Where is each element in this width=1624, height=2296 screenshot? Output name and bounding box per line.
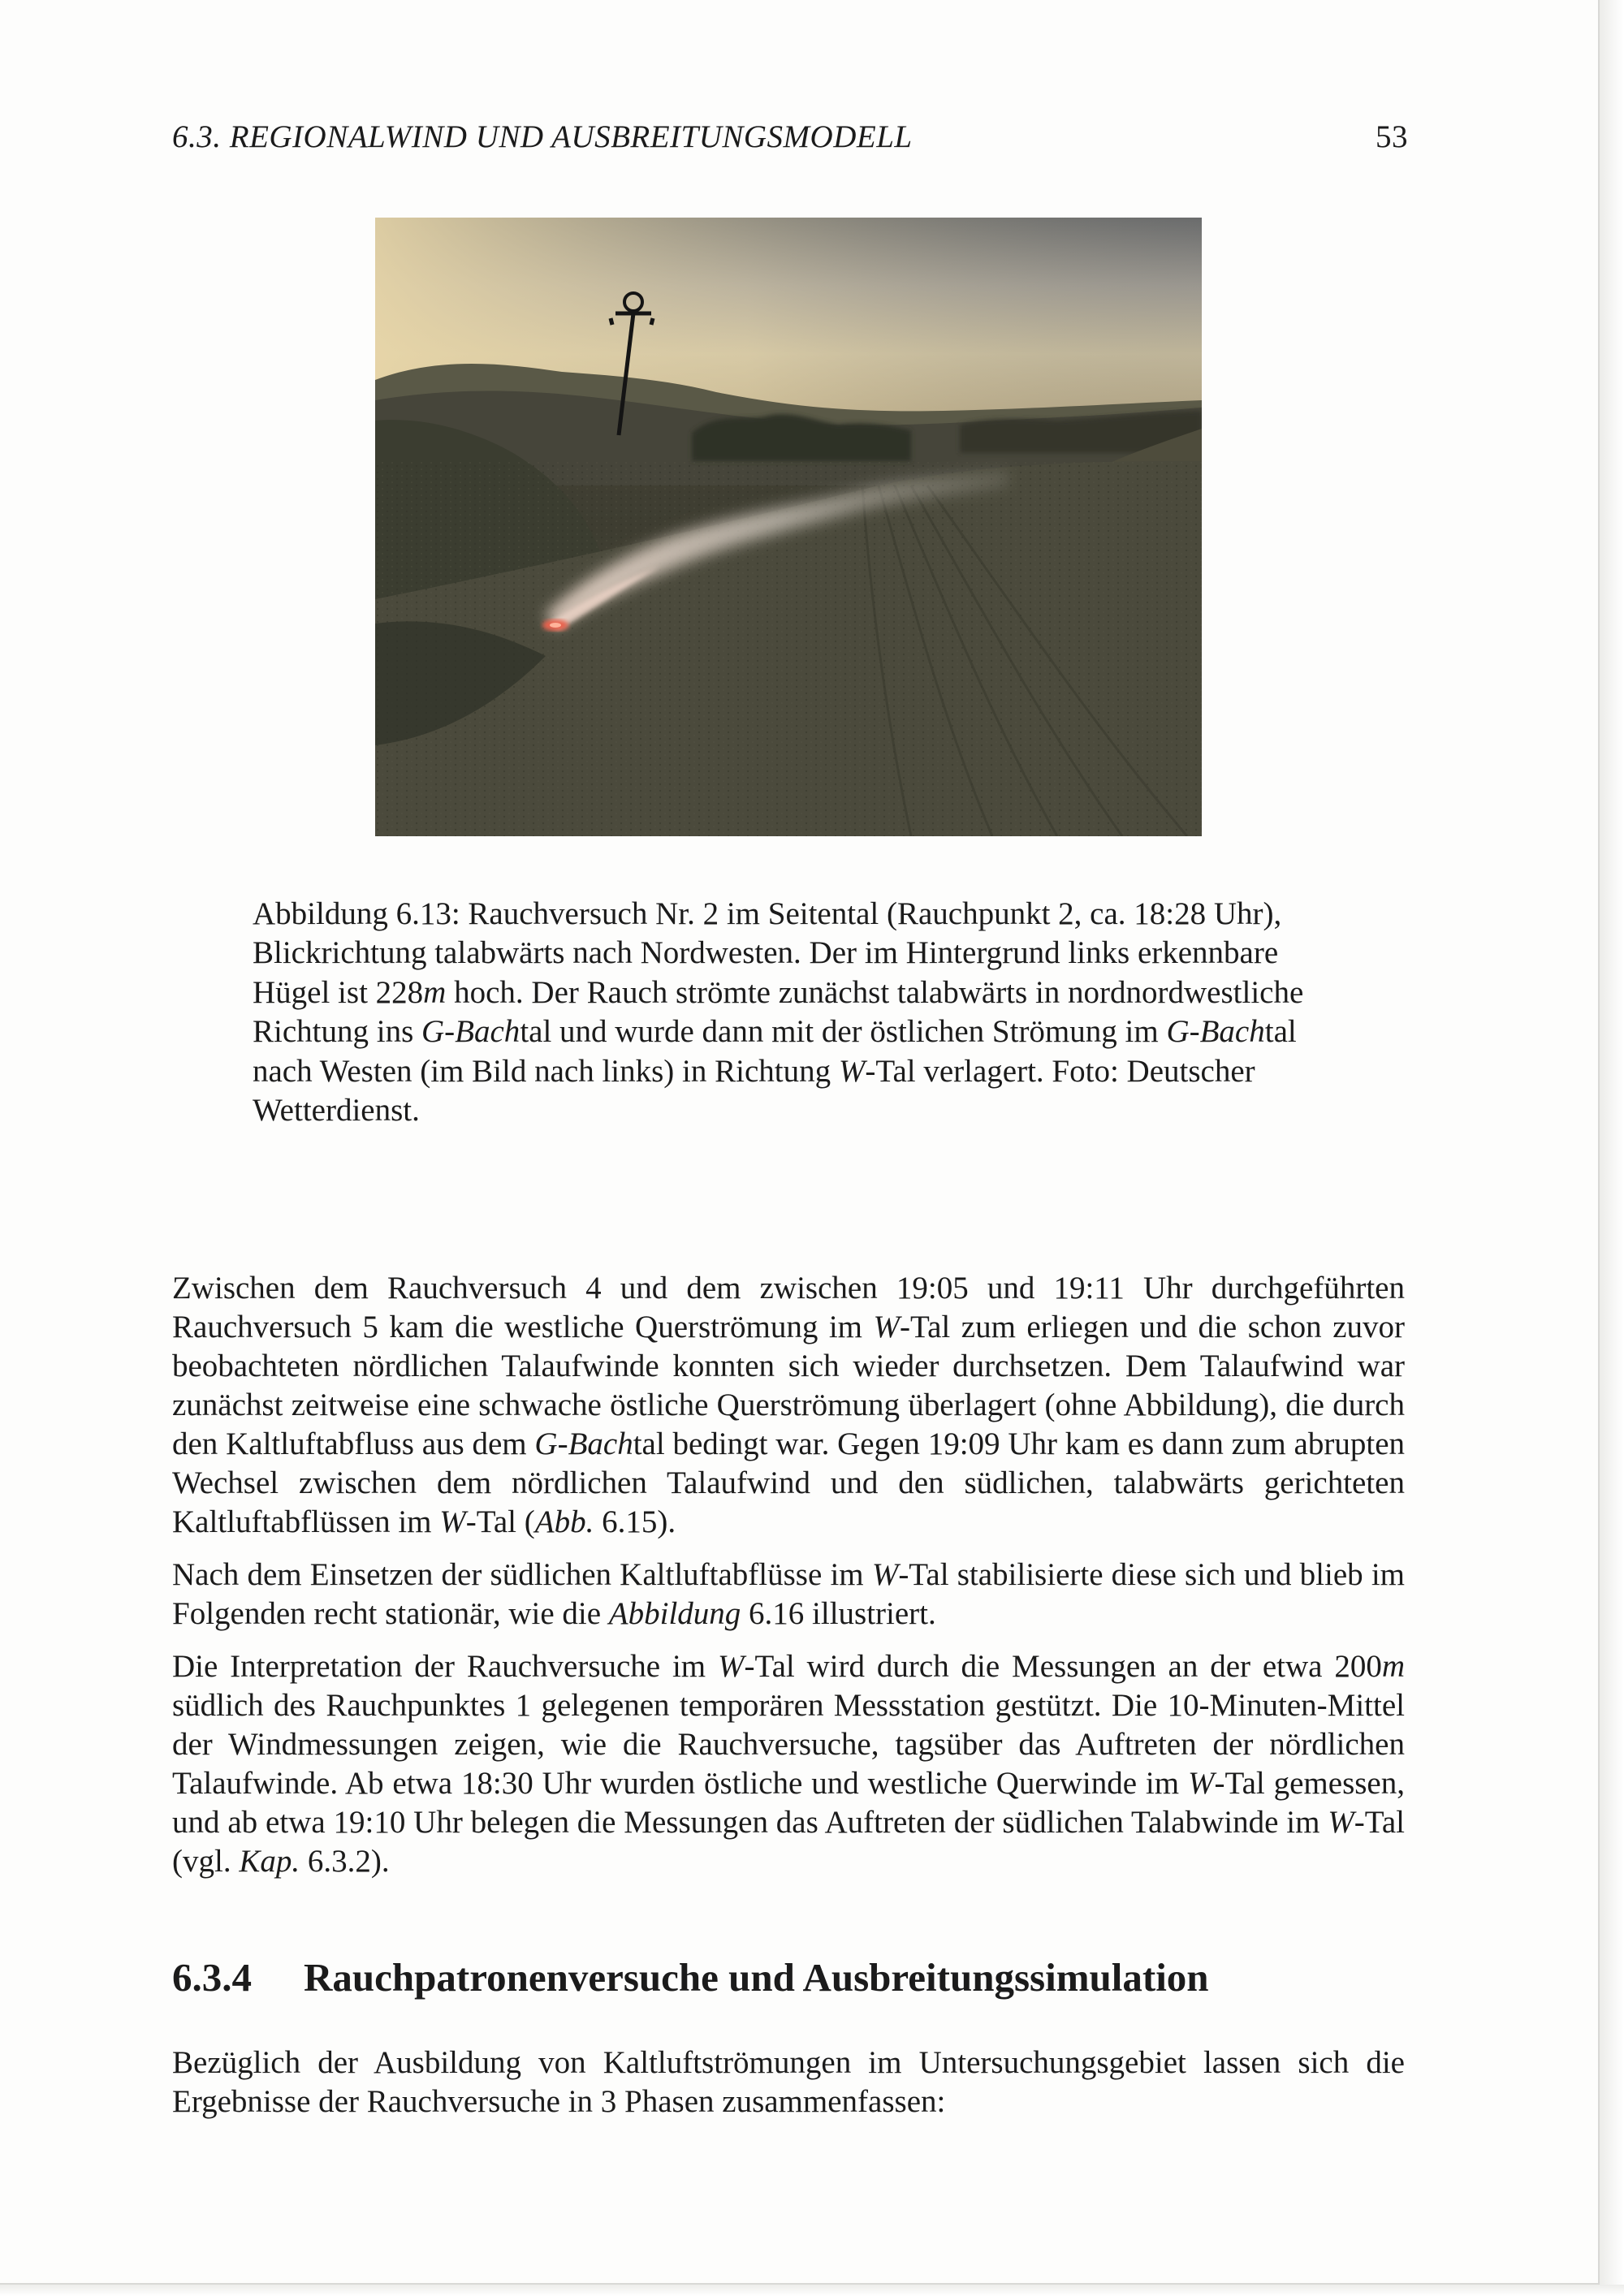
italic-run: W [1328, 1805, 1354, 1840]
italic-run: Abb. [534, 1504, 594, 1539]
page-edge [1600, 0, 1624, 2296]
page-edge-bottom [0, 2285, 1624, 2296]
figure-caption-text: Abbildung 6.13: Rauchversuch Nr. 2 im Seitental (Rauchpunkt 2, ca. 18:28 Uhr), Blickrichtung talabwärts nach Nordwesten. Der im Hintergrund links erkennbare Hügel ist 228m hoch. Der Rauch strömte zunächst talabwärts in nordnordwestliche Richtung ins G-Bachtal und wurde dann mit der östlichen Strömung im G-Bachtal nach Westen (im Bild nach links) in Richtung W-Tal verlagert. Foto: Deutscher Wetterdienst. [253, 896, 1304, 1129]
section-number: 6.3.4 [172, 1955, 252, 2000]
figure-photo [375, 218, 1202, 836]
italic-run: Abbildung [608, 1596, 741, 1631]
italic-run: W [838, 1053, 866, 1089]
closing-text [172, 2044, 1405, 2121]
paragraph: Die Interpretation der Rauchversuche im W-Tal wird durch die Messungen an der etwa 200m südlich des Rauchpunktes 1 gelegenen temporären Messstation gestützt. Die 10-Minuten-Mittel der Windmessungen zeigen, wie die Rauchversuche, tagsüber das Auftreten der nördlichen Talaufwinde. Ab etwa 18:30 Uhr wurden östliche und westliche Querwinde im W-Tal gemessen, und ab etwa 19:10 Uhr belegen die Messungen das Auftreten der südlichen Talabwinde im W-Tal (vgl. Kap. 6.3.2). [172, 1649, 1405, 1879]
italic-run: W [439, 1504, 466, 1539]
section-heading [172, 1954, 1405, 2000]
figure-caption [253, 895, 1328, 1130]
running-header [172, 119, 1408, 155]
italic-run: Kap. [239, 1844, 300, 1879]
italic-run: G-Bach [1166, 1014, 1265, 1050]
italic-run: m [423, 974, 447, 1010]
italic-run: W [873, 1310, 901, 1344]
body-text [172, 1269, 1405, 1893]
smoke-trail-field-photo-icon [375, 218, 1202, 836]
italic-run: m [1381, 1649, 1405, 1684]
italic-run: G-Bach [534, 1426, 633, 1461]
italic-run: W [871, 1557, 899, 1592]
italic-run: W [1188, 1766, 1215, 1801]
header-section-title: 6.3. REGIONALWIND UND AUSBREITUNGSMODELL [172, 119, 913, 154]
section-title: Rauchpatronenversuche und Ausbreitungssimulation [304, 1955, 1209, 2000]
italic-run: W [717, 1649, 745, 1684]
italic-run: G-Bach [421, 1014, 520, 1050]
paragraph: Nach dem Einsetzen der südlichen Kaltluftabflüsse im W-Tal stabilisierte diese sich und blieb im Folgenden recht stationär, wie die Abbildung 6.16 illustriert. [172, 1557, 1405, 1631]
paragraph: Zwischen dem Rauchversuch 4 und dem zwischen 19:05 und 19:11 Uhr durchgeführten Rauchversuch 5 kam die westliche Querströmung im W-Tal zum erliegen und die schon zuvor beobachteten nördlichen Talaufwinde konnten sich wieder durchsetzen. Dem Talaufwind war zunächst zeitweise eine schwache östliche Querströmung überlagert (ohne Abbildung), die durch den Kaltluftabfluss aus dem G-Bachtal bedingt war. Gegen 19:09 Uhr kam es dann zum abrupten Wechsel zwischen dem nördlichen Talaufwind und den südlichen, talabwärts gerichteten Kaltluftabflüssen im W-Tal (Abb. 6.15). [172, 1271, 1406, 1539]
page-number: 53 [1376, 119, 1408, 154]
paragraph: Bezüglich der Ausbildung von Kaltluftströmungen im Untersuchungsgebiet lassen sich die Ergebnisse der Rauchversuche in 3 Phasen zusammenfassen: [172, 2045, 1405, 2119]
